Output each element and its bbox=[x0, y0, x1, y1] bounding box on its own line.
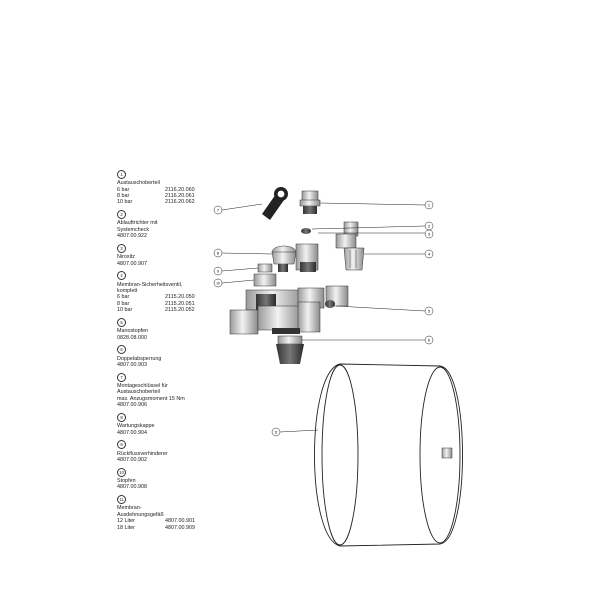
callout-3 bbox=[425, 230, 433, 238]
legend-article-number: 0828.08.000 bbox=[117, 334, 147, 341]
callout-7 bbox=[214, 206, 222, 214]
callout-6 bbox=[425, 336, 433, 344]
legend-part-name: Membran-Sicherheitsventil, bbox=[117, 281, 183, 288]
svg-text:4: 4 bbox=[427, 251, 431, 257]
variant-label: 6 bar bbox=[117, 294, 130, 301]
callout-1 bbox=[425, 201, 433, 209]
callout-8 bbox=[214, 249, 222, 257]
legend-part-name: Systemcheck bbox=[117, 226, 150, 233]
montageschluessel-key-icon bbox=[262, 187, 288, 220]
legend-number-badge: 7 bbox=[117, 373, 126, 382]
variant-article-number: 2115.20.050 bbox=[165, 294, 195, 301]
callout-4 bbox=[425, 250, 433, 258]
legend-number-badge: 4 bbox=[117, 271, 126, 280]
legend-article-number: 4807.00.907 bbox=[117, 260, 147, 267]
legend-part-name: Ablauftrichter mit bbox=[117, 220, 158, 227]
legend-part-name: Manostopfen bbox=[117, 328, 149, 335]
legend-part-name: Ausdehnungsgefäß bbox=[117, 511, 164, 518]
callout-2 bbox=[425, 222, 433, 230]
rueckflussverhinderer-part-icon bbox=[258, 264, 288, 272]
svg-text:2: 2 bbox=[427, 223, 431, 229]
ablauftrichter-part-icon bbox=[336, 222, 364, 270]
legend-article-number: 4807.00.903 bbox=[117, 361, 147, 368]
legend-part-name: Stopfen bbox=[117, 477, 136, 484]
variant-article-number: 2116.20.061 bbox=[165, 193, 195, 199]
svg-text:11: 11 bbox=[274, 430, 278, 435]
legend-part-name: Nirositz bbox=[117, 254, 135, 261]
svg-text:5: 5 bbox=[427, 308, 431, 314]
legend-article-number: 4807.00.904 bbox=[117, 429, 147, 436]
nirosit-part-icon bbox=[301, 228, 311, 234]
svg-text:7: 7 bbox=[216, 207, 220, 213]
callout-5 bbox=[425, 307, 433, 315]
manostopfen-part-icon bbox=[325, 300, 335, 308]
doppelabsperrung-part-icon bbox=[230, 286, 348, 334]
legend-part-name: komplett bbox=[117, 287, 138, 294]
legend-number-badge: 8 bbox=[117, 413, 126, 422]
variant-label: 8 bar bbox=[117, 300, 130, 307]
legend-article-number: 4807.00.906 bbox=[117, 402, 147, 409]
legend-number-badge: 11 bbox=[117, 495, 126, 504]
variant-article-number: 2115.20.052 bbox=[165, 307, 195, 314]
legend-part-name: Membran- bbox=[117, 505, 142, 512]
svg-text:10: 10 bbox=[216, 281, 220, 286]
ausdehnungsgefaess-tank-icon bbox=[315, 364, 463, 546]
bottom-valve-part-icon bbox=[276, 336, 304, 364]
variant-article-number: 4807.00.901 bbox=[165, 518, 195, 525]
legend-part-name: Austauschoberteil bbox=[117, 180, 160, 187]
callout-10 bbox=[214, 279, 222, 287]
svg-text:3: 3 bbox=[427, 231, 431, 237]
legend-part-name: max. Anzugsmoment 15 Nm bbox=[117, 395, 185, 402]
callout-11 bbox=[272, 428, 280, 436]
austauschoberteil-part-icon bbox=[300, 191, 320, 214]
legend-number-badge: 5 bbox=[117, 318, 126, 327]
variant-label: 10 bar bbox=[117, 199, 133, 206]
variant-label: 18 Liter bbox=[117, 524, 135, 531]
svg-text:1: 1 bbox=[427, 202, 431, 208]
legend-number-badge: 3 bbox=[117, 244, 126, 253]
svg-text:6: 6 bbox=[427, 337, 431, 343]
legend-article-number: 4807.00.908 bbox=[117, 484, 147, 491]
legend-part-name: Rückflussverhinderer bbox=[117, 450, 168, 457]
legend-number-badge: 1 bbox=[117, 170, 126, 179]
variant-label: 8 bar bbox=[117, 193, 130, 199]
legend-number-badge: 9 bbox=[117, 440, 126, 449]
legend-part-name: Doppelabsperrung bbox=[117, 355, 162, 362]
svg-text:8: 8 bbox=[216, 250, 220, 256]
legend-number-badge: 2 bbox=[117, 210, 126, 219]
legend-article-number: 4807.00.902 bbox=[117, 456, 147, 463]
svg-text:9: 9 bbox=[216, 268, 220, 274]
callout-9 bbox=[214, 267, 222, 275]
stopfen-part-icon bbox=[254, 274, 276, 286]
variant-article-number: 4807.00.909 bbox=[165, 524, 195, 531]
legend-number-badge: 6 bbox=[117, 345, 126, 354]
legend-part-name: Wartungskappe bbox=[117, 423, 155, 430]
variant-label: 6 bar bbox=[117, 186, 130, 193]
legend-part-name: Austauschoberteil bbox=[117, 389, 160, 396]
legend-number-badge: 10 bbox=[117, 468, 126, 477]
legend-article-number: 4807.00.922 bbox=[117, 233, 147, 240]
legend-part-name: Montageschlüssel für bbox=[117, 382, 168, 389]
variant-label: 10 bar bbox=[117, 307, 133, 314]
variant-article-number: 2116.20.062 bbox=[165, 199, 195, 206]
variant-article-number: 2116.20.060 bbox=[165, 186, 195, 193]
variant-label: 12 Liter bbox=[117, 518, 135, 525]
variant-article-number: 2115.20.051 bbox=[165, 300, 195, 307]
